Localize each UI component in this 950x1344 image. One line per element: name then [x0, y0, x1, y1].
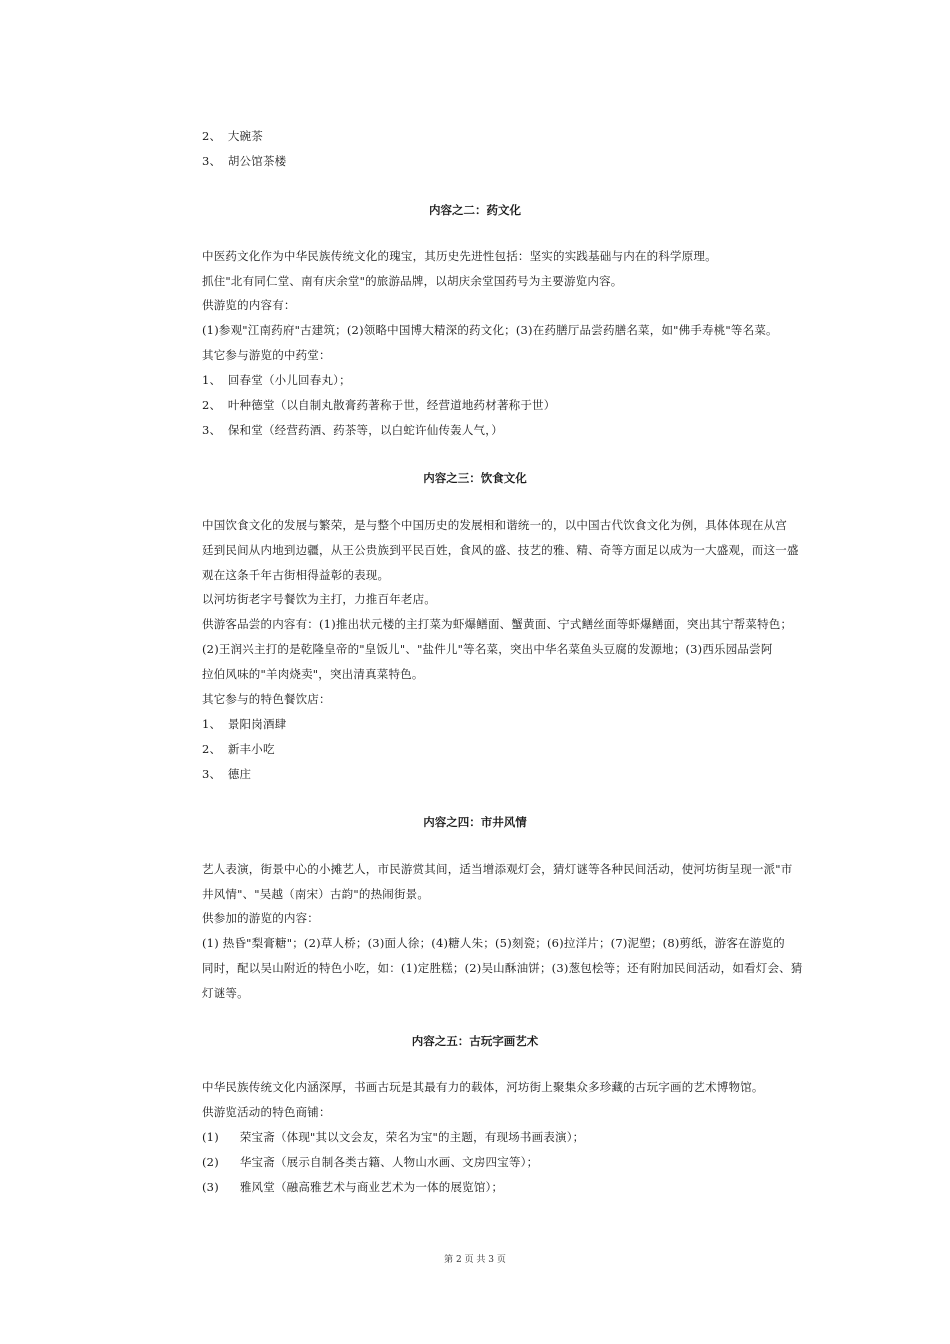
list-item — [202, 742, 275, 756]
list-number: 2、 — [202, 129, 222, 143]
page-footer: 第 2 页 共 3 页 — [444, 1255, 506, 1265]
list-text: 大碗茶 — [227, 129, 263, 143]
list-text: 新丰小吃 — [227, 742, 275, 756]
list-text: 回春堂（小儿回春丸）； — [227, 373, 351, 387]
paragraph-line: 廷到民间从内地到边疆，从王公贵族到平民百姓，食风的盛、技艺的雅、精、奇等方面足以成为一大盛观，而这一盛 — [202, 543, 799, 557]
section-heading: 内容之五：古玩字画艺术 — [411, 1034, 539, 1048]
section-heading: 内容之四：市井风情 — [423, 815, 527, 829]
list-item — [202, 767, 251, 781]
paragraph: 中医药文化作为中华民族传统文化的瑰宝，其历史先进性包括：坚实的实践基础与内在的科学原理。 — [202, 249, 717, 263]
paragraph: 其它参与的特色餐饮店： — [202, 692, 331, 706]
list-number: (3) — [202, 1180, 219, 1194]
list-text: 景阳岗酒肆 — [227, 717, 287, 731]
paragraph-line: 拉伯风味的"羊肉烧卖"，突出清真菜特色。 — [202, 667, 424, 681]
list-number: 3、 — [202, 423, 222, 437]
list-item — [202, 717, 286, 731]
list-text: 华宝斋（展示自制各类古籍、人物山水画、文房四宝等）； — [239, 1155, 539, 1169]
list-item — [202, 398, 555, 412]
section-heading: 内容之二：药文化 — [429, 203, 521, 217]
list-text: 德庄 — [227, 767, 252, 781]
list-number: 3、 — [202, 767, 222, 781]
list-text: 叶种德堂（以自制丸散膏药著称于世，经营道地药材著称于世） — [227, 398, 556, 412]
paragraph-line: 同时，配以吴山附近的特色小吃，如：(1)定胜糕；(2)吴山酥油饼；(3)葱包桧等；还有附加民间活动，如看灯会、猜 — [202, 961, 803, 975]
list-text: 雅风堂（融高雅艺术与商业艺术为一体的展览馆）； — [239, 1180, 504, 1194]
list-number: 2、 — [202, 398, 222, 412]
paragraph-line: 井风情"、"吴越（南宋）古韵"的热闹街景。 — [202, 887, 430, 901]
paragraph: 供参加的游览的内容： — [202, 911, 319, 925]
list-item — [202, 154, 286, 168]
list-item — [202, 373, 351, 387]
list-number: 3、 — [202, 154, 222, 168]
paragraph: 以河坊街老字号餐饮为主打，力推百年老店。 — [202, 592, 436, 606]
paragraph-line: 供游客品尝的内容有：(1)推出状元楼的主打菜为虾爆鳝面、蟹黄面、宁式鳝丝面等虾爆鳝面，突出其宁帮菜特色； — [202, 617, 793, 631]
paragraph: 中华民族传统文化内涵深厚，书画古玩是其最有力的载体，河坊街上聚集众多珍藏的古玩字画的艺术博物馆。 — [202, 1080, 764, 1094]
paragraph-line: 灯谜等。 — [202, 986, 249, 1000]
list-number: 1、 — [202, 373, 222, 387]
list-item — [202, 1130, 584, 1144]
list-number: (2) — [202, 1155, 219, 1169]
list-number: (1) — [202, 1130, 219, 1144]
paragraph: 其它参与游览的中药堂： — [202, 348, 331, 362]
paragraph-line: 中国饮食文化的发展与繁荣，是与整个中国历史的发展相和谐统一的，以中国古代饮食文化为例，具体体现在从宫 — [202, 518, 787, 532]
paragraph-line: (2)王润兴主打的是乾隆皇帝的"皇饭儿"、"盐件儿"等名菜，突出中华名菜鱼头豆腐的发源地；(3)西乐园品尝阿 — [202, 642, 773, 656]
section-heading: 内容之三：饮食文化 — [423, 471, 527, 485]
list-item — [202, 129, 263, 143]
list-text: 荣宝斋（体现"其以文会友，荣名为宝"的主题，有现场书画表演）； — [239, 1130, 585, 1144]
paragraph-line: (1) 热昏"梨膏糖"；(2)草人桥；(3)面人徐；(4)糖人朱；(5)刻瓷；(6)拉洋片；(7)泥塑；(8)剪纸，游客在游览的 — [202, 936, 785, 950]
paragraph-line: 艺人表演，街景中心的小摊艺人，市民游赏其间，适当增添观灯会，猜灯谜等各种民间活动，使河坊街呈现一派"市 — [202, 862, 793, 876]
list-text: 保和堂（经营药酒、药茶等，以白蛇许仙传轰人气，） — [227, 423, 503, 437]
paragraph: (1)参观"江南药府"古建筑；(2)领略中国博大精深的药文化；(3)在药膳厅品尝药膳名菜，如"佛手寿桃"等名菜。 — [202, 323, 778, 337]
paragraph: 供游览的内容有： — [202, 298, 296, 312]
list-item — [202, 1155, 538, 1169]
list-number: 2、 — [202, 742, 222, 756]
list-text: 胡公馆茶楼 — [227, 154, 287, 168]
list-item — [202, 423, 503, 437]
list-item — [202, 1180, 503, 1194]
list-number: 1、 — [202, 717, 222, 731]
paragraph: 供游览活动的特色商铺： — [202, 1105, 331, 1119]
paragraph-line: 观在这条千年古街相得益彰的表现。 — [202, 568, 390, 582]
paragraph: 抓住"北有同仁堂、南有庆余堂"的旅游品牌，以胡庆余堂国药号为主要游览内容。 — [202, 274, 623, 288]
